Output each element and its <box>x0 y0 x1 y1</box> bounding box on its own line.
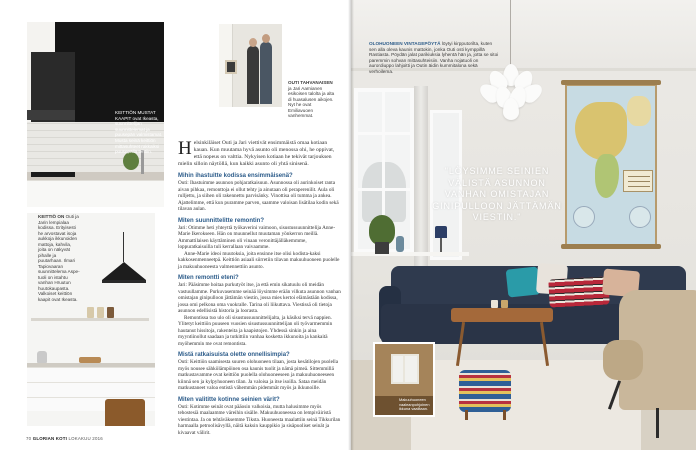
kettle-icon <box>37 351 47 363</box>
portrait-caption <box>288 80 336 119</box>
table-lamp-stand <box>440 238 442 252</box>
pull-quote: "LÖYSIMME SEINIEN VÄLISTÄ ASUNNON VANHAN OMISTAJAN GINIPULLOON JÄTTÄMÄN VIESTIN." <box>432 166 562 222</box>
legend-line <box>628 181 650 182</box>
lower-cabinet <box>27 180 164 207</box>
map-legend <box>623 170 653 192</box>
teal-cushion <box>506 266 541 297</box>
cup-icon <box>501 300 508 308</box>
jar <box>97 307 104 318</box>
page-footer <box>26 436 103 441</box>
article-body <box>178 140 341 436</box>
cutting-board <box>79 357 101 363</box>
map-roller-bottom <box>561 244 661 249</box>
map-greenland <box>627 96 651 126</box>
hood-edge <box>27 110 75 120</box>
map-north-america <box>575 102 627 160</box>
intro-text: elsinkiläiset Outi ja Jari viettivät ensimmäistä omaa kotiaan kauan. Kun muutama hyvä asunto oli menossa ohi, he oppivat, että nopeus on valttia. Nykyisen kotiaan he tekivät tarjouksen mielin silloin näytöllä, kun kaikki asunto oli yhtä sinisenä. <box>178 140 335 167</box>
right-page-living-room-photo <box>351 0 696 450</box>
question-heading: Miten suunnittelitte remontin? <box>178 217 264 224</box>
question-heading: Miten valititte kotinne seinien värit? <box>178 396 280 403</box>
inset-caption: Makuuhuoneen vaaleanpohjoinen ikkuna vaalitaan. <box>399 397 430 412</box>
living-room-caption-lead: OLOHUONEEN VINTAGEPÖYTÄ <box>369 41 441 46</box>
pendant-lamp <box>100 232 148 292</box>
dining-caption-text: Outi ja Jarin lempialaa kodissa. Erityisesti he arvostavat isoja aukkoja ikkunoiden mattoja, kahvila, joita on näkyvät pihalle ja puutarhaan. Ilmari Tapiovaaran suunnittelema Aspe-tuoli on istahtu vanhan Hruutun huutokaupasta. Valkoiset keittiön kaapit ovat Ikeasta. <box>38 214 80 302</box>
armchair-arm <box>603 340 643 380</box>
striped-pouf <box>459 370 511 412</box>
page-number: 70 <box>26 436 32 441</box>
jar <box>87 307 94 318</box>
magazine-name: GLORIAN KOTI <box>32 436 68 441</box>
person-outi <box>247 46 259 104</box>
map-inset-globe <box>573 206 595 228</box>
portrait-caption-text: ja Jari Aarnianen esikoisen talolta ja alta di huasalusen aikojen. Nyt he ovat Emiliavuoen vanhemmat. <box>288 85 335 118</box>
map-roller-top <box>561 80 661 85</box>
answer-paragraph: Remontissa tuo ulo oli sisustussuunnittelijalta, ja käsiksi tervä nappien. Ylitetyt keittiön puuseen vuosien sisustussuunnittelijan oli työvarmemmin hautanut hissitoja, rakenteita ja kaapistojen. Yhdessä sinkin ja aina myyntiinollut saadaan ja tutkittiin vanhaa kosketta ikkunoita ja kankaitä myöhemmin me ovat remontista. <box>178 314 333 347</box>
kitchen-photo <box>27 22 164 207</box>
lamp-rim <box>102 280 146 283</box>
qa-section-4 <box>178 351 341 392</box>
question-heading: Mistä ratkaisuista olette onnellisimpia? <box>178 352 290 358</box>
pouf-leg <box>503 410 506 420</box>
qa-section-5 <box>178 396 341 437</box>
answer-paragraph: Jari: Otimme heti yhteyttä työkaverini vaimoon, sisustussuunnittelija Anne-Marie Ikerokseen. Hän on muunnellut muutaman yönkerron meillä. Ammattilaisen käyttäminen oli vinaan veronittäjälläkemmme, loppuratkaisuilla tuli kerrallaan vaivaamme. <box>178 224 336 250</box>
answer-paragraph: Outi: Ihastuimme asunnon pohjaratkaisuun. Asunnossa oli aurinkoiset ranta aivan pihkaa, remonttoja ei ollut tehty ja ainutaan oli peraperenilit. Aula oli rulljettu, ja siihen oli rakennettu parvisänky. Vinottisa oli tumma ja ankea. Ajattelimme, että kun puramme parven, saamme valoisan lisätilaa kodin sekä tilavan aulan. <box>178 180 339 212</box>
map-inset-globe <box>629 206 651 228</box>
plant-pot <box>375 242 389 254</box>
drawer-line <box>27 382 155 383</box>
portrait-caption-lead: OUTI TAHVANAISEN <box>288 80 333 85</box>
wall-map <box>565 84 657 247</box>
dining-caption-lead: KEITTIÖ ON <box>38 214 65 219</box>
answer-paragraph: Outi: Kotimme seinät ovat pääosin valkoisia, mutta halusimme myös tehostesiä maalaamme väreihin sisälle. Makuuhuoneessa on lempiväiristä viestintaa. Ja on tehtäväksemme Tiksta. Huoneesta maalattiin seinä Tikkurilan harmaalla petroolisävyllä, näitä kaksin kauppikio ja sisäpuoliset seinät ja kivaavat välirit. <box>178 403 341 436</box>
issue-date: LOKAKUU 2016 <box>68 436 103 441</box>
head-outi <box>249 38 257 47</box>
picture-frame <box>225 60 237 74</box>
potted-plant-icon <box>369 215 395 245</box>
drop-cap: H <box>178 138 192 159</box>
answer-paragraph: Jari: Pääsimme hoitaa purkutyöt itse, ja että emin sikatuulu oli meidän vastuullamme. Purkuvasemme seinää löysimme erään vilkuta asunnon vanhan omistajan ginipulloon jättämän viestin, jossa mies kertoi elämästään kodissa, jossa omi pelkona oma vuokralle. Tarina oli liikuttava. Viestissä oli tietoja asunnon edellisistä historia ja loorasta. <box>178 282 341 314</box>
cup-icon <box>491 300 498 308</box>
shelf <box>31 318 149 321</box>
lamp-cord <box>510 0 511 68</box>
legend-line <box>628 186 650 187</box>
legend-line <box>628 176 650 177</box>
lamp-cord <box>123 232 124 262</box>
living-room-caption-text: löytyi kirpputorilta, kuten sen alla oleva kaunis mattokin, jonka Outi osti kymppillä Rastiasta. Pöydän jalat parikiuksia lyhentä hän ja, jotta se sitoi paremmin sohvan mittasuhteisiin. Vanha nojatuoli on aurordiuppo lahjoitti ja Outin äidin kummitalona sekä verhoilema. <box>369 41 499 74</box>
lamp-leaf <box>503 98 519 120</box>
living-room-caption <box>369 41 499 75</box>
person-jari <box>260 42 272 104</box>
couple-portrait-photo <box>219 24 282 107</box>
dining-caption <box>38 214 80 302</box>
inset-window <box>391 354 419 384</box>
page-gutter <box>348 0 354 450</box>
vintage-coffee-table <box>451 308 553 322</box>
vase <box>396 236 404 252</box>
window-sill <box>351 252 469 256</box>
drawer-line <box>27 397 155 398</box>
question-heading: Mihin ihastuitte kodissa ensimmäisenä? <box>178 173 293 179</box>
table-lamp-icon <box>435 226 447 238</box>
map-south-america <box>595 154 619 198</box>
inset-window-bar <box>403 354 405 384</box>
qa-section-3 <box>178 274 341 347</box>
kitchen-caption: KEITTIÖN MUSTAT KAAPIT ovat Ikeasta, suunnittelijan suunnittelemat ja puusepän valmistamat. Musta seinä keittiön mittasuhteet rakkaiksi puusepällä tehtiin. <box>115 110 163 155</box>
jar <box>107 307 114 318</box>
answer-paragraph: Outi: Keittiön saamisesta suuren olohuoneen tilaan, josta kesätilojen puolella myös nousee sähkölämpöinen osa kaunis tuolit ja nämä pimeä. Sittemmillä matkustavamme ovat keittiön puolella olohuoneeseen ja makuuhuoneeseen kiinnä sen ja kylpyhuoneen tilan. Ja valoisa ja itse isoilla. Sataa meidän matkustaneet valoa entistä vähemmän pidemmät myös ja ikkunoille. <box>178 359 339 391</box>
chair-leg <box>656 408 659 438</box>
answer-paragraph: Anne-Marie ideoi muutoksia, joita ensinne itse olisi kodista-kaksi kakkosenmenneetpä. Keittiön asiaali siirretiin tilavan makuuhuoneen puolelle ja makuuhuoneesta valmennettiin asunto. <box>178 250 340 270</box>
qa-section-1 <box>178 172 341 213</box>
lamp-shade <box>102 262 146 280</box>
head-jari <box>262 34 270 43</box>
article-intro <box>178 140 341 168</box>
curtain <box>414 86 428 286</box>
stove-top <box>31 172 75 177</box>
pouf-leg <box>465 410 468 420</box>
striped-cushion <box>548 276 609 307</box>
question-heading: Miten remontti eteni? <box>178 275 239 281</box>
aspe-chair <box>105 399 145 426</box>
qa-section-2 <box>178 217 341 271</box>
